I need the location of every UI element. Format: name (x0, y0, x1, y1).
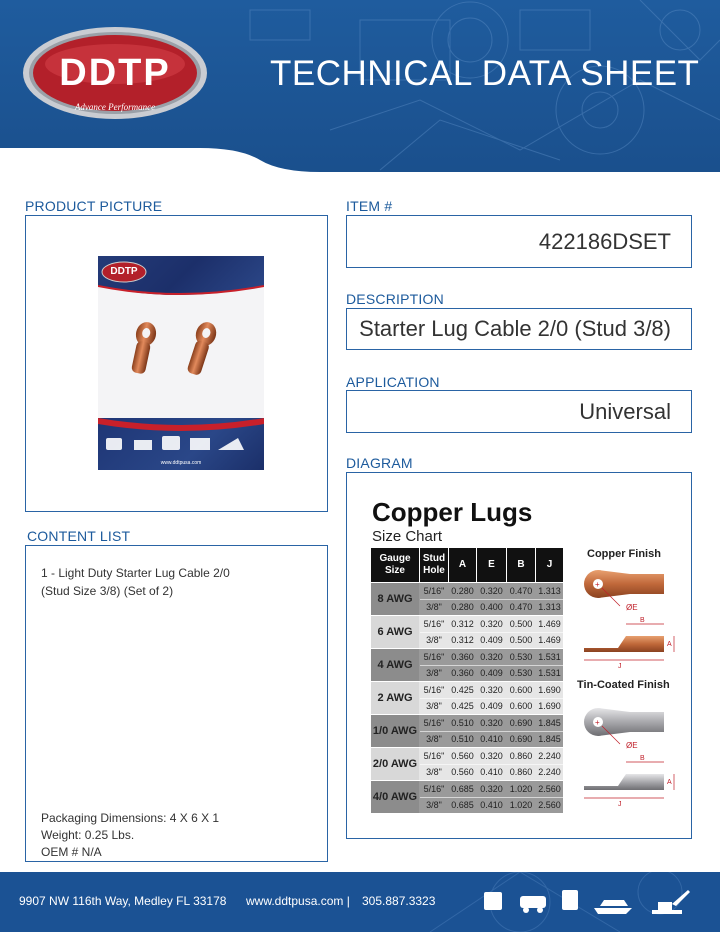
table-cell: 1.469 (538, 619, 561, 629)
tin-lug-diagram (578, 700, 698, 812)
bag-logo-text: DDTP (110, 266, 138, 277)
table-cell: 3/8" (426, 635, 442, 645)
logo-text: DDTP (59, 52, 171, 94)
item-number: 422186DSET (538, 229, 671, 254)
tin-finish-label: Tin-Coated Finish (577, 679, 670, 691)
page-title: TECHNICAL DATA SHEET (270, 54, 700, 93)
content-line-2: (Stud Size 3/8) (Set of 2) (41, 584, 174, 598)
table-cell: 0.320 (480, 718, 503, 728)
col-header-a: A (449, 548, 476, 582)
table-cell: 0.500 (509, 635, 533, 645)
table-cell: 0.530 (509, 652, 533, 662)
dim-j-label-tin: J (618, 801, 622, 808)
table-cell: 0.685 (451, 784, 474, 794)
description-value: Starter Lug Cable 2/0 (Stud 3/8) (359, 316, 671, 341)
ddtp-logo (22, 26, 208, 120)
gauge-size-label: 8 AWG (377, 593, 413, 605)
product-bag-image (98, 256, 264, 470)
chart-title: Copper Lugs (372, 497, 533, 527)
table-cell: 1.690 (538, 701, 561, 711)
table-cell: 1.845 (538, 718, 561, 728)
col-header-gauge: Gauge Size (371, 548, 419, 582)
table-cell: 0.690 (509, 734, 533, 744)
table-cell: 1.531 (538, 652, 561, 662)
table-cell: 1.313 (538, 586, 561, 596)
table-cell: 1.845 (538, 734, 561, 744)
table-cell: 0.560 (451, 751, 474, 761)
table-cell: 0.500 (509, 619, 533, 629)
table-cell: 0.320 (480, 652, 503, 662)
table-cell: 0.312 (451, 619, 474, 629)
table-cell: 0.410 (480, 734, 503, 744)
table-cell: 0.685 (451, 800, 474, 810)
gauge-size-label: 6 AWG (377, 626, 413, 638)
table-cell: 5/16" (423, 751, 445, 761)
table-cell: 1.313 (538, 602, 561, 612)
table-cell: 0.400 (480, 602, 503, 612)
table-cell: 0.409 (480, 635, 503, 645)
table-cell: 5/16" (423, 784, 445, 794)
table-cell: 0.470 (509, 586, 533, 596)
copper-finish-label: Copper Finish (587, 548, 661, 560)
weight: Weight: 0.25 Lbs. (41, 828, 135, 842)
table-cell: 0.510 (451, 734, 474, 744)
table-cell: 0.470 (509, 602, 533, 612)
table-cell: 1.531 (538, 668, 561, 678)
table-cell: 5/16" (423, 652, 445, 662)
table-cell: 0.312 (451, 635, 474, 645)
copper-lugs-image (98, 298, 264, 418)
table-cell: 0.410 (480, 800, 503, 810)
boat-icon (594, 900, 632, 914)
table-cell: 0.280 (451, 586, 474, 596)
bag-website: www.ddtpusa.com (160, 460, 202, 466)
table-cell: 0.690 (509, 718, 533, 728)
table-cell: 0.425 (451, 701, 474, 711)
content-list-label: CONTENT LIST (27, 528, 131, 544)
copper-lug-diagram (578, 562, 698, 672)
table-cell: 0.320 (480, 619, 503, 629)
item-label: ITEM # (346, 198, 393, 214)
application-label: APPLICATION (346, 374, 440, 390)
oem-number: OEM # N/A (41, 845, 102, 859)
gauge-size-label: 2/0 AWG (372, 758, 418, 770)
table-cell: 1.690 (538, 685, 561, 695)
dim-a-label: A (667, 641, 672, 648)
table-cell: 0.409 (480, 701, 503, 711)
table-cell: 3/8" (426, 734, 442, 744)
table-cell: 2.560 (538, 800, 561, 810)
footer-bar (0, 872, 720, 932)
col-header-e: E (477, 548, 506, 582)
table-cell: 3/8" (426, 767, 442, 777)
col-header-b: B (507, 548, 535, 582)
product-picture-label: PRODUCT PICTURE (25, 198, 163, 214)
col-header-j: J (536, 548, 563, 582)
dim-oe-label: ØE (626, 603, 638, 612)
chart-subtitle: Size Chart (372, 528, 443, 545)
svg-text:+: + (595, 580, 600, 589)
table-cell: 5/16" (423, 718, 445, 728)
packaging-dimensions: Packaging Dimensions: 4 X 6 X 1 (41, 811, 220, 825)
table-cell: 1.020 (509, 800, 533, 810)
header-banner (0, 0, 720, 180)
dim-a-label-tin: A (667, 779, 672, 786)
dim-b-label-tin: B (640, 755, 645, 762)
table-cell: 3/8" (426, 701, 442, 711)
generator-icon (484, 892, 502, 910)
table-cell: 0.600 (509, 685, 533, 695)
gauge-size-label: 4/0 AWG (372, 791, 418, 803)
table-cell: 3/8" (426, 602, 442, 612)
dim-oe-label-tin: ØE (626, 741, 638, 750)
content-line-1: 1 - Light Duty Starter Lug Cable 2/0 (41, 566, 230, 580)
application-value: Universal (579, 399, 671, 424)
logo-tagline: Advance Performance (74, 102, 156, 112)
truck-icon (562, 890, 578, 910)
table-cell: 0.425 (451, 685, 474, 695)
table-cell: 3/8" (426, 668, 442, 678)
table-cell: 0.320 (480, 685, 503, 695)
table-cell: 0.360 (451, 652, 474, 662)
table-cell: 5/16" (423, 619, 445, 629)
table-cell: 3/8" (426, 800, 442, 810)
table-cell: 0.860 (509, 767, 533, 777)
dim-b-label: B (640, 617, 645, 624)
table-cell: 0.409 (480, 668, 503, 678)
table-cell: 2.240 (538, 751, 561, 761)
table-cell: 0.860 (509, 751, 533, 761)
footer-phone: 305.887.3323 (362, 894, 436, 908)
gauge-size-label: 2 AWG (377, 692, 413, 704)
table-cell: 0.410 (480, 767, 503, 777)
vehicle-icons (482, 886, 692, 916)
table-cell: 5/16" (423, 586, 445, 596)
gauge-size-label: 4 AWG (377, 659, 413, 671)
table-cell: 1.020 (509, 784, 533, 794)
table-cell: 2.560 (538, 784, 561, 794)
gauge-size-label: 1/0 AWG (372, 725, 418, 737)
table-cell: 0.320 (480, 751, 503, 761)
table-cell: 0.320 (480, 784, 503, 794)
excavator-icon (652, 890, 690, 914)
table-cell: 1.469 (538, 635, 561, 645)
description-label: DESCRIPTION (346, 291, 444, 307)
dim-j-label: J (618, 663, 622, 670)
footer-address: 9907 NW 116th Way, Medley FL 33178 (19, 894, 227, 908)
table-cell: 0.530 (509, 668, 533, 678)
bus-icon (520, 896, 546, 908)
table-cell: 2.240 (538, 767, 561, 777)
col-header-stud: Stud Hole (420, 548, 448, 582)
item-number-box (346, 215, 692, 268)
application-box (346, 390, 692, 433)
table-cell: 0.280 (451, 602, 474, 612)
table-cell: 0.320 (480, 586, 503, 596)
table-cell: 0.600 (509, 701, 533, 711)
footer-website[interactable]: www.ddtpusa.com | (246, 894, 350, 908)
diagram-label: DIAGRAM (346, 455, 413, 471)
table-cell: 5/16" (423, 685, 445, 695)
table-cell: 0.510 (451, 718, 474, 728)
table-cell: 0.360 (451, 668, 474, 678)
svg-text:+: + (595, 718, 600, 727)
description-box (346, 308, 692, 350)
table-cell: 0.560 (451, 767, 474, 777)
